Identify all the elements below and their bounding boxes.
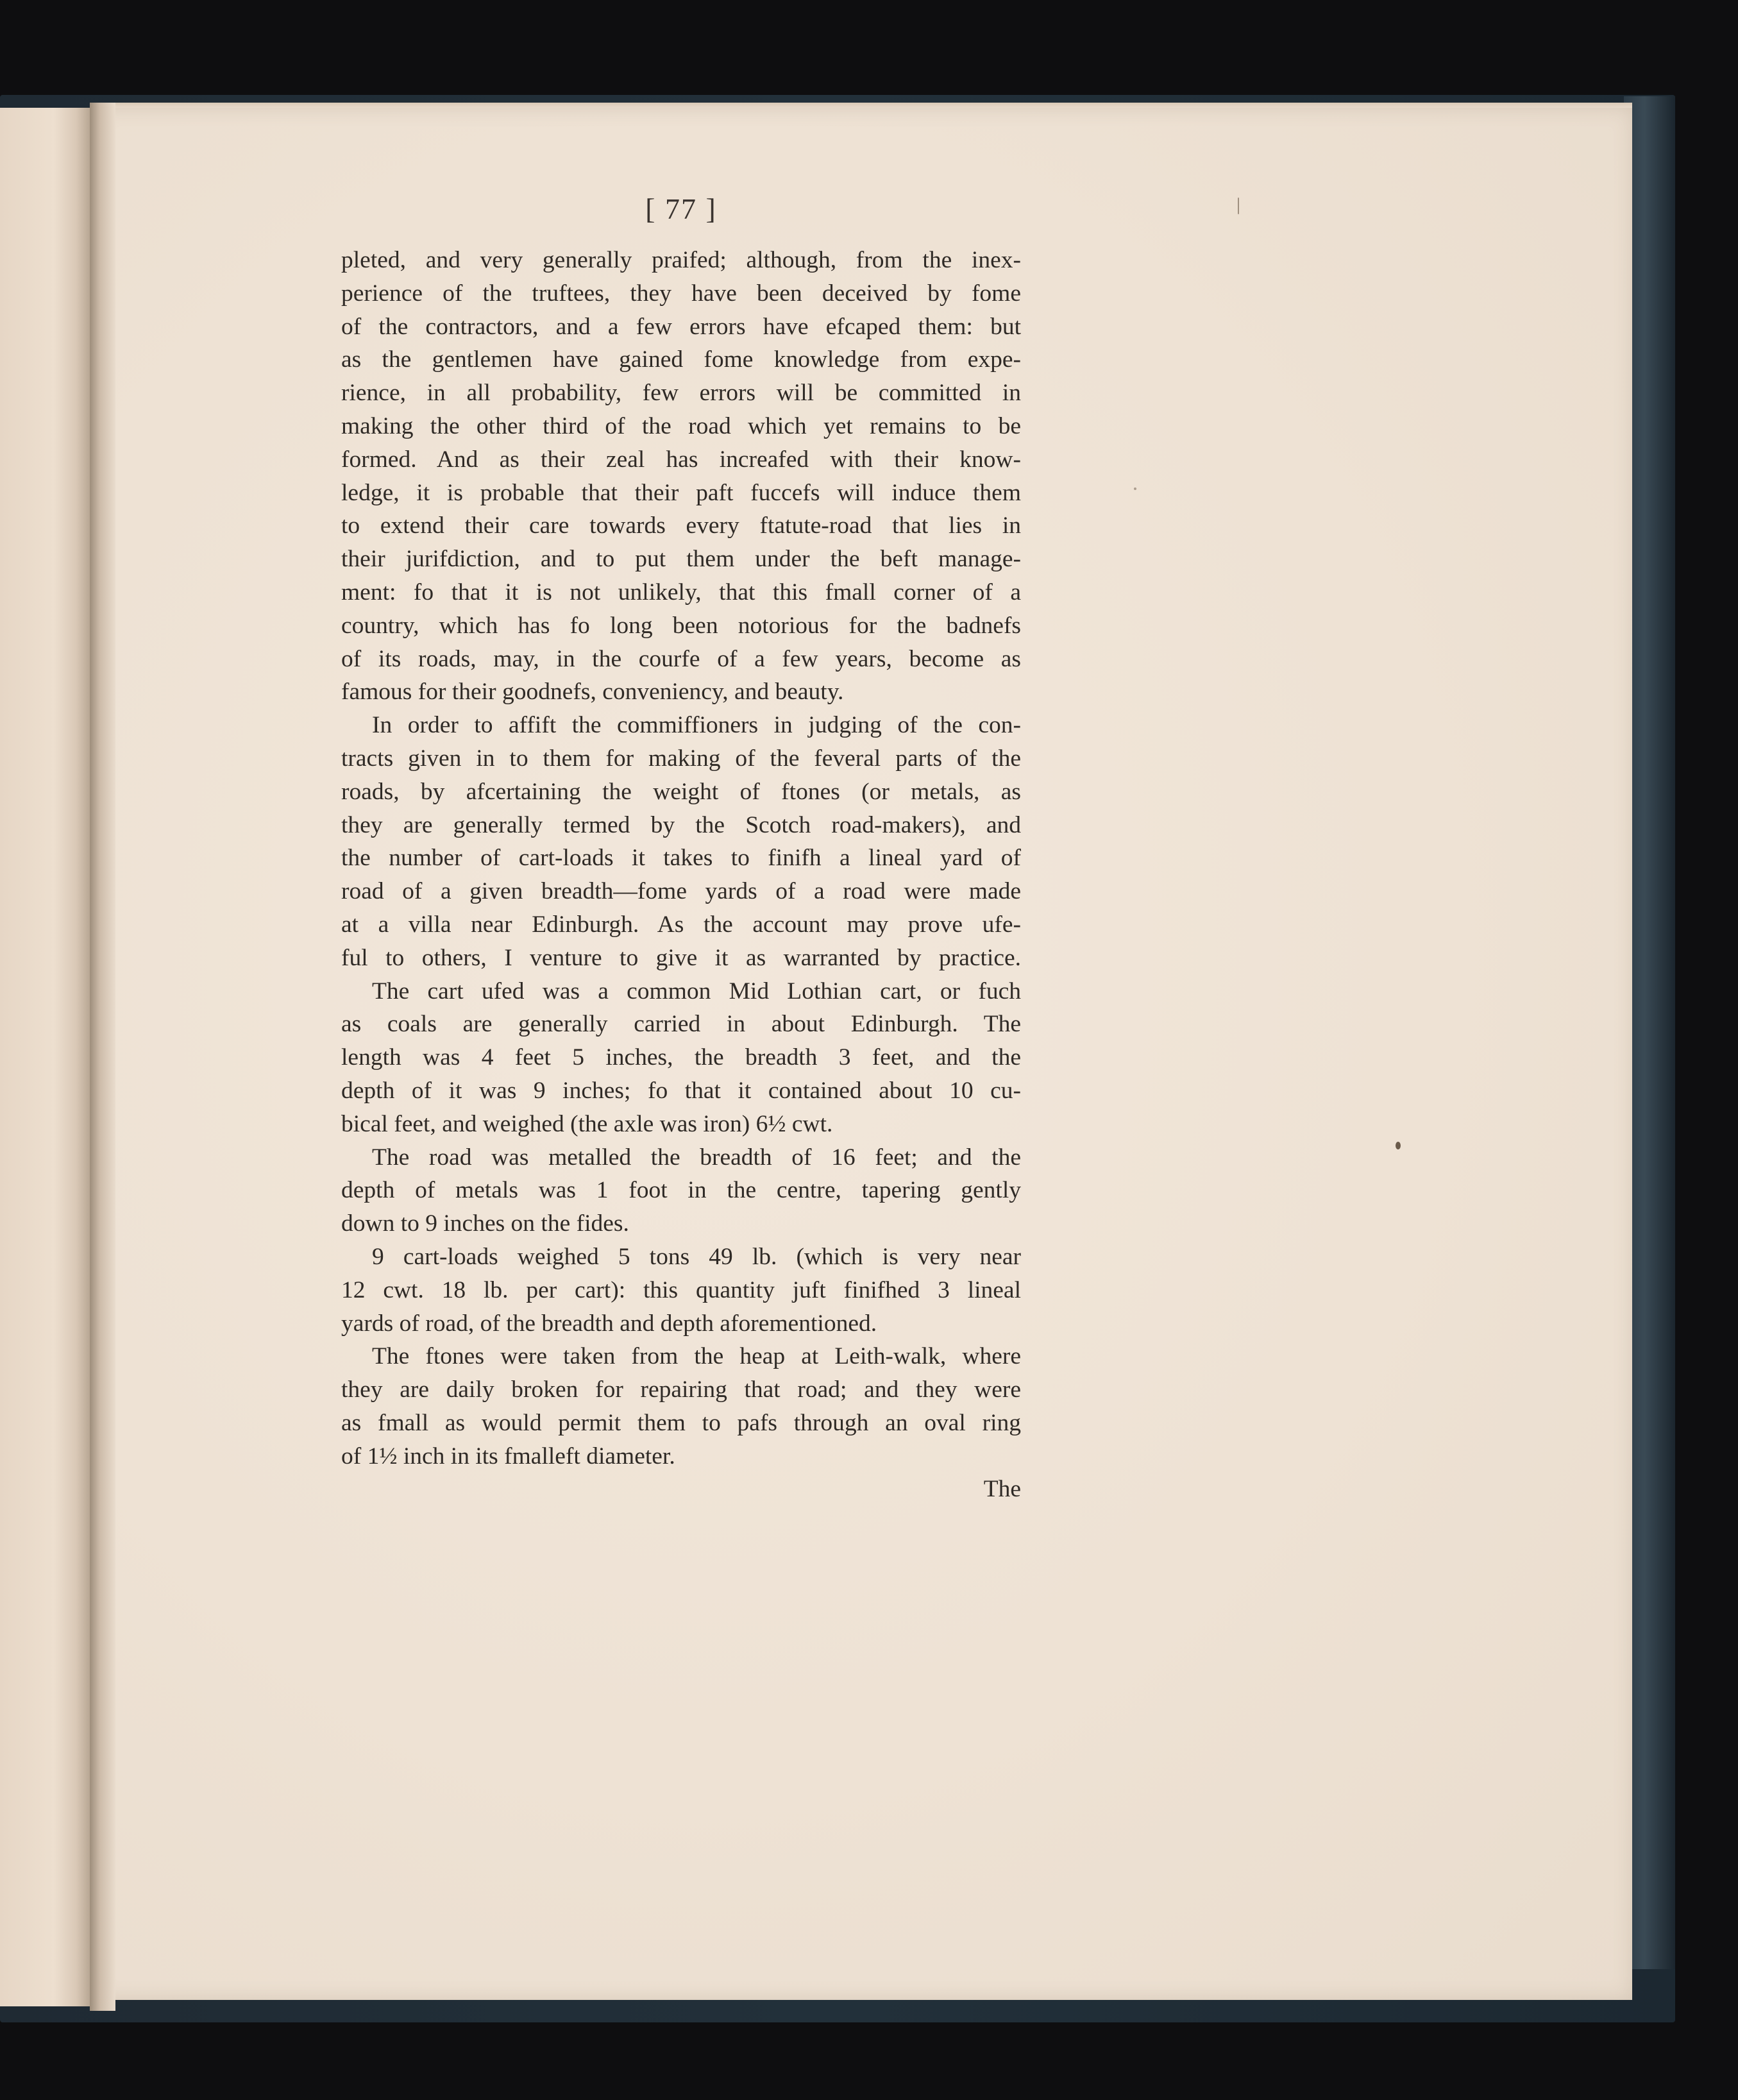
text-line: the number of cart-loads it takes to finifh a lineal yard of <box>341 845 1021 872</box>
text-line: country, which has fo long been notorious for the badnefs <box>341 612 1021 639</box>
text-line: The road was metalled the breadth of 16 feet; and the <box>372 1144 1021 1171</box>
text-line: tracts given in to them for making of the feveral parts of the <box>341 745 1021 772</box>
text-line: The cart ufed was a common Mid Lothian cart, or fuch <box>372 978 1021 1004</box>
text-line: down to 9 inches on the fides. <box>341 1210 629 1237</box>
text-line: perience of the truftees, they have been deceived by fome <box>341 280 1021 307</box>
text-line: famous for their goodnefs, conveniency, and beauty. <box>341 679 844 706</box>
text-line: ledge, it is probable that their paft fuccefs will induce them <box>341 479 1021 506</box>
previous-page-edge <box>0 108 90 2006</box>
paper-fleck <box>1396 1142 1401 1149</box>
text-line: as coals are generally carried in about Edinburgh. The <box>341 1011 1021 1038</box>
page-number: [ 77 ] <box>645 192 717 225</box>
text-line: they are generally termed by the Scotch road-makers), and <box>341 811 1021 838</box>
text-line: pleted, and very generally praifed; although, from the inex- <box>341 247 1021 273</box>
page-text <box>341 192 1021 1506</box>
text-line: as the gentlemen have gained fome knowledge from expe- <box>341 346 1021 373</box>
paper-fleck <box>1238 198 1239 214</box>
text-line: length was 4 feet 5 inches, the breadth 3 feet, and the <box>341 1044 1021 1071</box>
text-line: depth of it was 9 inches; fo that it contained about 10 cu- <box>341 1077 1021 1104</box>
text-line: their jurifdiction, and to put them under the beft manage- <box>341 546 1021 573</box>
text-line: In order to affift the commiffioners in judging of the con- <box>372 712 1021 739</box>
text-line: of 1½ inch in its fmalleft diameter. <box>341 1443 675 1469</box>
text-line: they are daily broken for repairing that road; and they were <box>341 1376 1021 1403</box>
text-line: formed. And as their zeal has increafed with their know- <box>341 446 1021 473</box>
text-line: yards of road, of the breadth and depth aforementioned. <box>341 1310 877 1337</box>
text-line: 12 cwt. 18 lb. per cart): this quantity juft finifhed 3 lineal <box>341 1276 1021 1303</box>
text-line: 9 cart-loads weighed 5 tons 49 lb. (which is very near <box>372 1243 1021 1270</box>
text-line: of its roads, may, in the courfe of a few years, become as <box>341 645 1021 672</box>
catchword: The <box>983 1476 1021 1503</box>
text-line: roads, by afcertaining the weight of ftones (or metals, as <box>341 778 1021 805</box>
text-line: to extend their care towards every ftatute-road that lies in <box>341 512 1021 539</box>
paper-fleck <box>1134 487 1136 490</box>
book-gutter <box>90 103 115 2011</box>
text-line: bical feet, and weighed (the axle was iron) 6½ cwt. <box>341 1110 833 1137</box>
text-line: at a villa near Edinburgh. As the account may prove ufe- <box>341 911 1021 938</box>
text-line: of the contractors, and a few errors have efcaped them: but <box>341 313 1021 340</box>
text-line: depth of metals was 1 foot in the centre, tapering gently <box>341 1177 1021 1204</box>
text-line: ful to others, I venture to give it as warranted by practice. <box>341 944 1021 971</box>
text-line: making the other third of the road which yet remains to be <box>341 412 1021 439</box>
text-line: ment: fo that it is not unlikely, that this fmall corner of a <box>341 579 1021 605</box>
text-line: as fmall as would permit them to pafs through an oval ring <box>341 1409 1021 1436</box>
text-line: road of a given breadth—fome yards of a road were made <box>341 878 1021 905</box>
text-line: The ftones were taken from the heap at Leith-walk, where <box>372 1343 1021 1370</box>
text-line: rience, in all probability, few errors will be committed in <box>341 380 1021 407</box>
